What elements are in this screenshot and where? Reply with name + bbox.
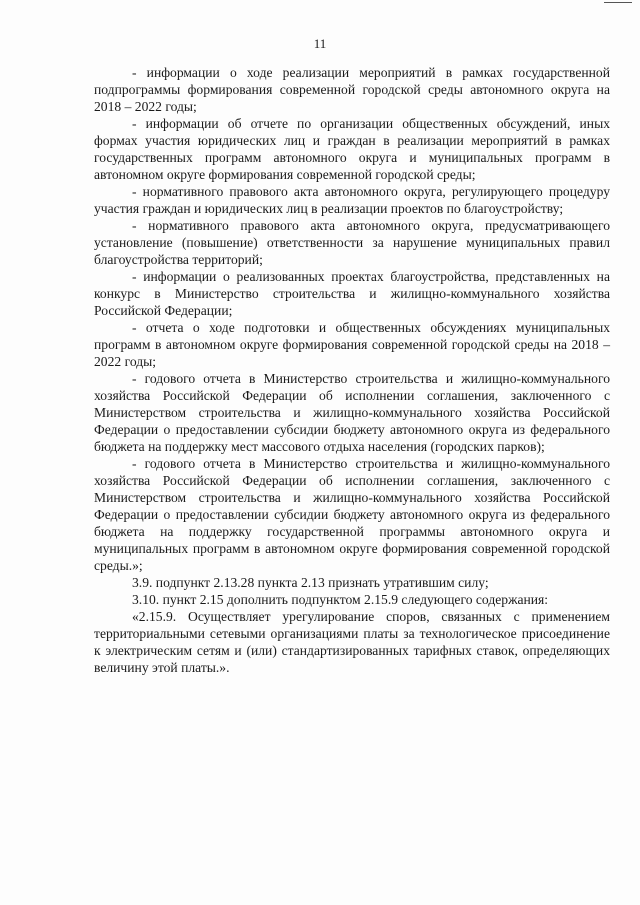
page-number: 11: [313, 36, 327, 51]
paragraph-item-5: - информации о реализованных проектах благоустройства, представленных на конкурс в Министерство строительства и жилищно-коммунального хозяйства Российской Федерации;: [94, 269, 610, 318]
paragraph-item-1: - информации о ходе реализации мероприятий в рамках государственной подпрограммы формирования современной городской среды автономного округа на 2018 – 2022 годы;: [94, 65, 610, 114]
top-edge-line: [604, 2, 632, 3]
paragraph-item-9: 3.9. подпункт 2.13.28 пункта 2.13 признать утратившим силу;: [132, 575, 489, 590]
paragraph-item-6: - отчета о ходе подготовки и общественных обсуждениях муниципальных программ в автономном округе формирования современной городской среды на 2018 – 2022 годы;: [94, 320, 610, 369]
document-body: [94, 64, 610, 676]
paragraph-item-10: 3.10. пункт 2.15 дополнить подпунктом 2.15.9 следующего содержания:: [132, 592, 549, 607]
paragraph-item-7: - годового отчета в Министерство строительства и жилищно-коммунального хозяйства Российской Федерации об исполнении соглашения, заключенного с Министерством строительства и жилищно-коммунального хозяйства Российской Федерации о предоставлении субсидии бюджету автономного округа из федерального бюджета на поддержку мест массового отдыха населения (городских парков);: [94, 371, 610, 454]
paragraph-item-11: «2.15.9. Осуществляет урегулирование споров, связанных с применением территориальными сетевыми организациями платы за технологическое присоединение к электрическим сетям и (или) стандартизированных тарифных ставок, определяющих величину этой платы.».: [94, 609, 610, 675]
paragraph-item-8: - годового отчета в Министерство строительства и жилищно-коммунального хозяйства Российской Федерации об исполнении соглашения, заключенного с Министерством строительства и жилищно-коммунального хозяйства Российской Федерации о предоставлении субсидии бюджету автономного округа из федерального бюджета на поддержку государственной программы автономного округа и муниципальных программ в автономном округе формирования современной городской среды.»;: [94, 456, 610, 573]
paragraph-item-3: - нормативного правового акта автономного округа, регулирующего процедуру участия граждан и юридических лиц в реализации проектов по благоустройству;: [94, 184, 610, 216]
paragraph-item-4: - нормативного правового акта автономного округа, предусматривающего установление (повышение) ответственности за нарушение муниципальных правил благоустройства территорий;: [94, 218, 610, 267]
paragraph-item-2: - информации об отчете по организации общественных обсуждений, иных формах участия юридических лиц и граждан в реализации мероприятий в рамках государственных программ автономного округа и муниципальных программ в автономном округе формирования современной городской среды;: [94, 116, 610, 182]
